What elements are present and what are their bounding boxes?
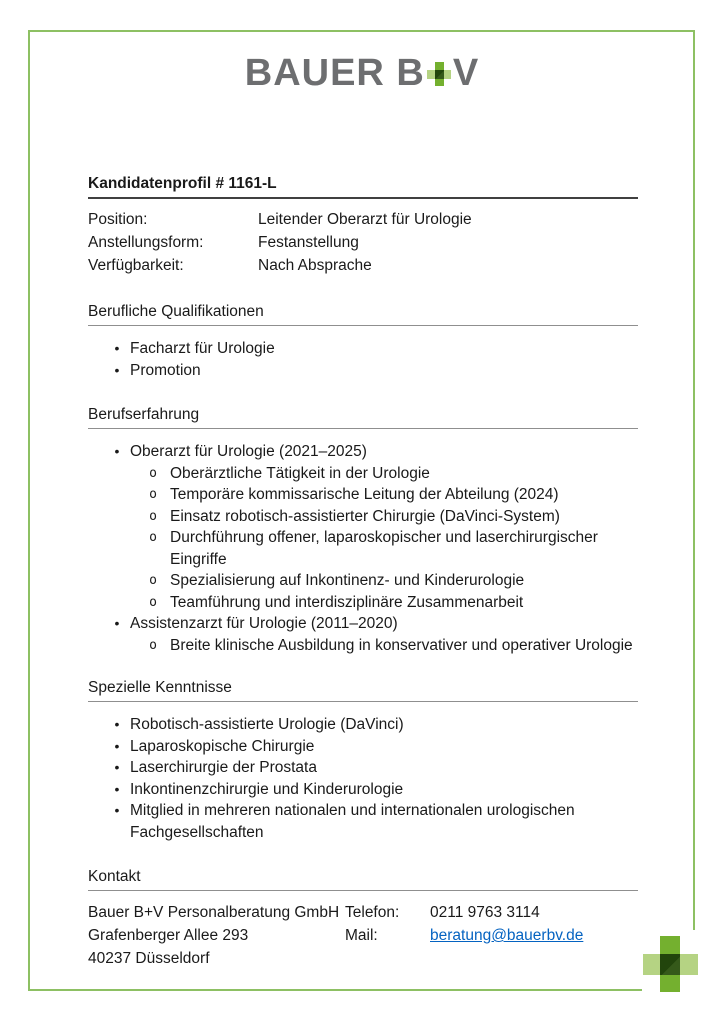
contact-mail-label: Mail: — [345, 927, 378, 944]
contact-company: Bauer B+V Personalberatung GmbH — [88, 904, 340, 921]
bullet-icon: • — [114, 615, 120, 631]
list-item-text: Mitglied in mehreren nationalen und internationalen urologischen Fachgesellschaften — [130, 802, 575, 841]
sub-list-item — [88, 527, 638, 570]
section-heading-kenntnisse: Spezielle Kenntnisse — [88, 678, 638, 702]
sub-list-item — [88, 570, 638, 592]
contact-block — [88, 901, 638, 970]
field-label: Position: — [88, 211, 148, 228]
section-heading-qualifikationen: Berufliche Qualifikationen — [88, 302, 638, 326]
list-item — [88, 338, 638, 360]
list-item-text: Laserchirurgie der Prostata — [130, 759, 317, 776]
contact-email-link[interactable]: beratung@bauerbv.de — [430, 927, 584, 944]
list-item-text: Laparoskopische Chirurgie — [130, 737, 315, 755]
list-item-text: Spezialisierung auf Inkontinenz- und Kinderurologie — [170, 572, 525, 589]
qualifications-list — [88, 338, 638, 381]
sub-list-item — [88, 635, 638, 657]
list-item-text: Robotisch-assistierte Urologie (DaVinci) — [130, 716, 404, 733]
bullet-icon: • — [114, 802, 120, 818]
logo — [0, 0, 724, 94]
bullet-icon: • — [114, 340, 120, 356]
list-item-text: Oberärztliche Tätigkeit in der Urologie — [170, 464, 430, 482]
document-content — [88, 174, 638, 970]
contact-phone-value: 0211 9763 3114 — [430, 904, 540, 921]
cross-center — [435, 70, 444, 79]
circle-bullet-icon: o — [149, 508, 157, 524]
field-label: Anstellungsform: — [88, 234, 204, 251]
bullet-icon: • — [114, 361, 120, 378]
list-item-text: Assistenzarzt für Urologie (2011–2020) — [130, 615, 398, 632]
plus-cross-icon — [427, 62, 451, 86]
list-item-text: Oberarzt für Urologie (2021–2025) — [130, 443, 367, 460]
bullet-icon: • — [114, 737, 120, 754]
skills-list — [88, 714, 638, 843]
bullet-icon: • — [114, 759, 120, 775]
sub-list-item — [88, 592, 638, 614]
profile-title: Kandidatenprofil # 1161-L — [88, 174, 638, 199]
list-item-text: Durchführung offener, laparoskopischer und laserchirurgischer Eingriffe — [170, 529, 598, 568]
section-heading-kontakt: Kontakt — [88, 867, 638, 891]
circle-bullet-icon: o — [149, 530, 157, 545]
list-item — [88, 800, 638, 843]
list-item — [88, 714, 638, 736]
list-item-text: Einsatz robotisch-assistierter Chirurgie (DaVinci-System) — [170, 507, 560, 525]
list-item-text: Temporäre kommissarische Leitung der Abteilung (2024) — [170, 486, 559, 503]
contact-city: 40237 Düsseldorf — [88, 950, 210, 967]
list-item — [88, 736, 638, 758]
logo-text-right: V — [452, 52, 480, 94]
page-border-bottom — [28, 989, 642, 991]
circle-bullet-icon: o — [149, 465, 157, 481]
logo-text-left: BAUER B — [244, 52, 425, 94]
contact-phone-label: Telefon: — [345, 904, 400, 921]
page-border-top — [28, 30, 695, 32]
circle-bullet-icon: o — [149, 594, 157, 610]
list-item — [88, 360, 638, 382]
contact-empty-cell — [430, 947, 638, 970]
experience-list — [88, 441, 638, 656]
field-value: Festanstellung — [258, 234, 359, 251]
field-row-verfuegbarkeit — [88, 254, 638, 277]
list-item-text: Inkontinenzchirurgie und Kinderurologie — [130, 780, 404, 798]
list-item-text: Breite klinische Ausbildung in konservativer und operativer Urologie — [170, 636, 633, 654]
page-border-left — [28, 30, 30, 991]
list-item — [88, 757, 638, 779]
sub-list-item — [88, 484, 638, 506]
green-cross-icon — [643, 936, 698, 992]
field-row-position — [88, 208, 638, 231]
list-item — [88, 613, 638, 635]
cross-center — [660, 954, 680, 975]
contact-street: Grafenberger Allee 293 — [88, 927, 249, 944]
profile-fields — [88, 208, 638, 277]
section-heading-berufserfahrung: Berufserfahrung — [88, 405, 638, 429]
field-value: Leitender Oberarzt für Urologie — [258, 211, 472, 228]
field-value: Nach Absprache — [258, 257, 372, 274]
list-item — [88, 779, 638, 801]
field-label: Verfügbarkeit: — [88, 257, 184, 274]
sub-list-item — [88, 506, 638, 528]
list-item-text: Facharzt für Urologie — [130, 340, 275, 357]
list-item — [88, 441, 638, 463]
bullet-icon: • — [114, 780, 120, 797]
page-border-right — [693, 30, 695, 930]
circle-bullet-icon: o — [149, 487, 157, 502]
list-item-text: Teamführung und interdisziplinäre Zusammenarbeit — [170, 593, 524, 611]
list-item-text: Promotion — [130, 361, 201, 379]
logo-text — [245, 52, 479, 94]
sub-list-item — [88, 463, 638, 485]
circle-bullet-icon: o — [149, 573, 157, 588]
contact-empty-cell — [345, 947, 430, 970]
circle-bullet-icon: o — [149, 637, 157, 653]
bullet-icon: • — [114, 443, 120, 459]
bullet-icon: • — [114, 716, 120, 732]
field-row-anstellungsform — [88, 231, 638, 254]
